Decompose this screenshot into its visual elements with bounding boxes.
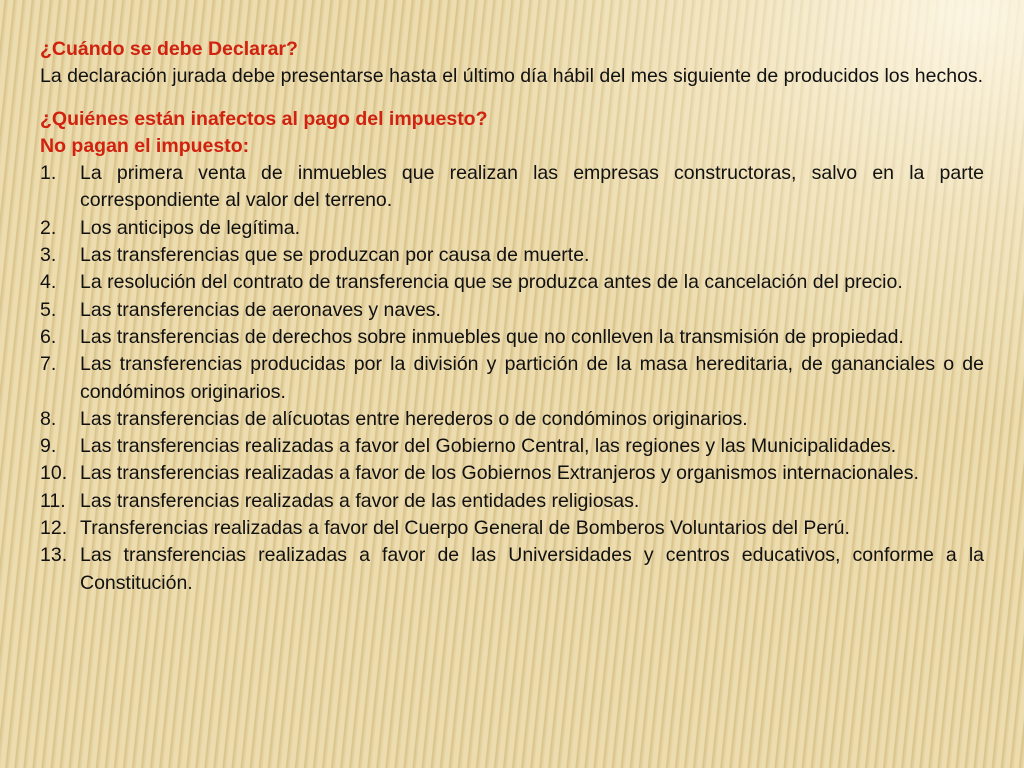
list-item-text: Transferencias realizadas a favor del Cuerpo General de Bomberos Voluntarios del Perú. xyxy=(80,517,850,540)
list-item-text: Las transferencias de alícuotas entre herederos o de condóminos originarios. xyxy=(80,407,748,430)
subheading-not-pay-tax: No pagan el impuesto: xyxy=(40,134,250,157)
list-item-number: 2. xyxy=(40,216,57,239)
list-item-text: Los anticipos de legítima. xyxy=(80,216,301,239)
list-item xyxy=(40,460,984,487)
section-exempt xyxy=(40,106,984,597)
list-item xyxy=(40,297,984,324)
list-item xyxy=(40,242,984,269)
list-item-number: 5. xyxy=(40,298,57,321)
section-when-to-declare xyxy=(40,36,984,91)
list-item-number: 3. xyxy=(40,244,57,267)
list-item-number: 6. xyxy=(40,325,57,348)
list-item-number: 8. xyxy=(40,407,57,430)
heading-when-to-declare: ¿Cuándo se debe Declarar? xyxy=(40,38,298,60)
list-item-text: Las transferencias realizadas a favor de las entidades religiosas. xyxy=(80,489,640,512)
list-item-number: 13. xyxy=(40,544,68,567)
list-item-text: Las transferencias que se produzcan por causa de muerte. xyxy=(80,244,590,267)
list-item-number: 4. xyxy=(40,271,57,294)
paragraph-declaration-deadline: La declaración jurada debe presentarse hasta el último día hábil del mes siguiente de producidos los hechos. xyxy=(40,65,984,88)
list-item-number: 10. xyxy=(40,462,68,485)
exempt-list xyxy=(40,160,984,597)
list-item-number: 1. xyxy=(40,162,57,185)
list-item-number: 7. xyxy=(40,353,57,376)
list-item-text: Las transferencias realizadas a favor de las Universidades y centros educativos, conforme a la Constitución. xyxy=(80,544,984,594)
list-item xyxy=(40,215,984,242)
list-item-text: La resolución del contrato de transferencia que se produzca antes de la cancelación del precio. xyxy=(80,271,903,294)
list-item xyxy=(40,269,984,296)
list-item-text: La primera venta de inmuebles que realizan las empresas constructoras, salvo en la parte correspondiente al valor del terreno. xyxy=(80,162,984,212)
list-item xyxy=(40,406,984,433)
list-item xyxy=(40,351,984,406)
list-item xyxy=(40,160,984,215)
list-item xyxy=(40,515,984,542)
list-item-number: 9. xyxy=(40,435,57,458)
list-item-text: Las transferencias realizadas a favor del Gobierno Central, las regiones y las Municipalidades. xyxy=(80,435,897,458)
list-item-text: Las transferencias producidas por la división y partición de la masa hereditaria, de gananciales o de condóminos originarios. xyxy=(80,353,984,403)
heading-exempt-from-tax: ¿Quiénes están inafectos al pago del impuesto? xyxy=(40,107,488,130)
list-item xyxy=(40,324,984,351)
list-item-number: 11. xyxy=(40,489,66,512)
spacer xyxy=(40,91,984,106)
list-item-text: Las transferencias realizadas a favor de los Gobiernos Extranjeros y organismos internacionales. xyxy=(80,462,919,485)
list-item-text: Las transferencias de derechos sobre inmuebles que no conlleven la transmisión de propiedad. xyxy=(80,325,904,348)
list-item xyxy=(40,433,984,460)
list-item-text: Las transferencias de aeronaves y naves. xyxy=(80,298,441,321)
list-item-number: 12. xyxy=(40,517,68,540)
list-item xyxy=(40,542,984,597)
list-item xyxy=(40,488,984,515)
